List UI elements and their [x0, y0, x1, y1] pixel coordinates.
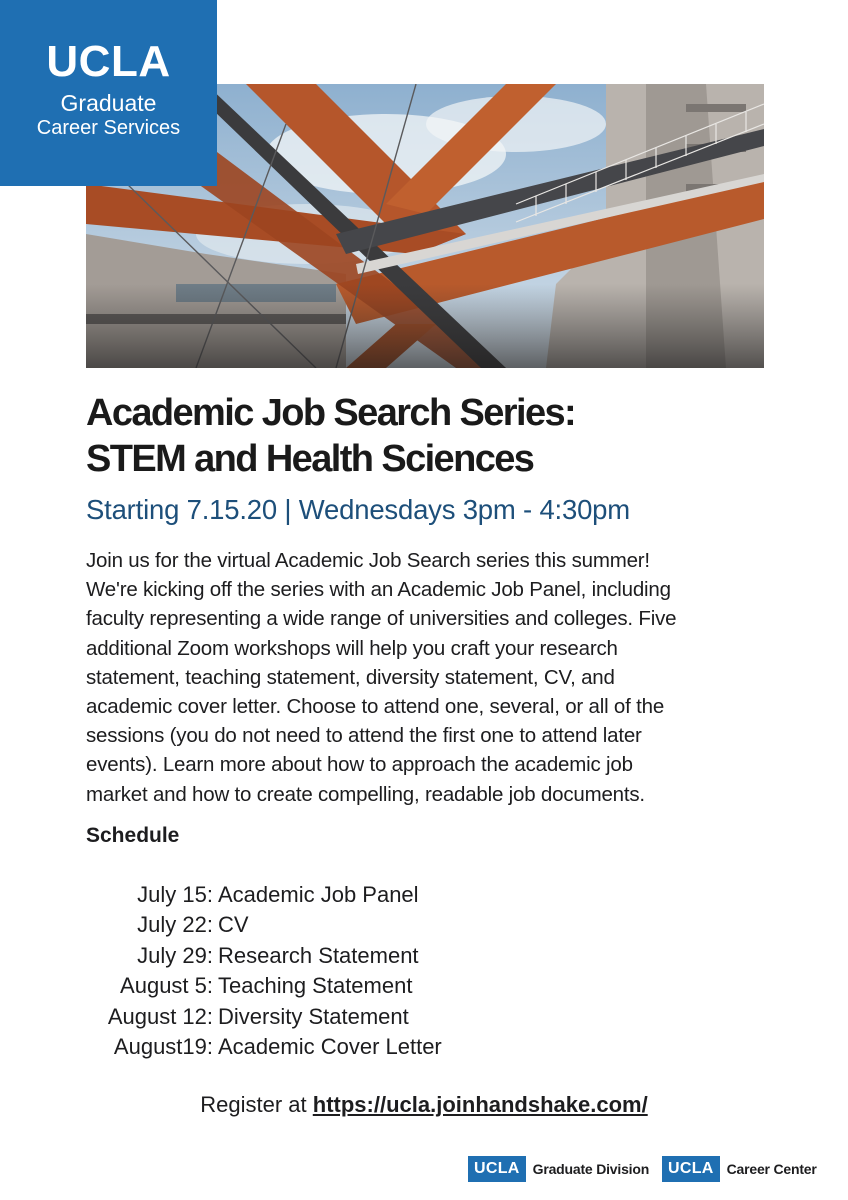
schedule-date: July 29:: [137, 942, 213, 968]
description-line: statement, teaching statement, diversity statement, CV, and: [86, 665, 615, 689]
register-line: [0, 1090, 848, 1120]
schedule-heading: Schedule: [86, 824, 180, 847]
description-line: market and how to create compelling, readable job documents.: [86, 782, 645, 806]
title-line-1: Academic Job Search Series:: [86, 392, 576, 434]
schedule-date: August 12:: [107, 1003, 213, 1029]
schedule-topic: Diversity Statement: [218, 1003, 409, 1029]
register-link[interactable]: https://ucla.joinhandshake.com/: [312, 1092, 648, 1117]
description-paragraph: [86, 546, 786, 809]
unit-name: Career Center: [726, 1161, 817, 1177]
event-dates-subtitle: Starting 7.15.20 | Wednesdays 3pm - 4:30pm: [86, 494, 630, 525]
logo-line-career-services: Career Services: [36, 117, 181, 139]
career-center-logo: [662, 1156, 817, 1182]
logo-wordmark: UCLA: [46, 37, 171, 86]
ucla-badge: UCLA: [662, 1156, 720, 1182]
schedule-topic: Academic Job Panel: [218, 882, 419, 907]
description-line: events). Learn more about how to approach the academic job: [86, 753, 633, 777]
graduate-division-logo: [468, 1156, 649, 1182]
schedule-topic: Research Statement: [218, 942, 419, 968]
title-line-2: STEM and Health Sciences: [86, 438, 534, 480]
page-title: [86, 390, 786, 482]
ucla-career-services-logo: [0, 0, 217, 186]
ucla-badge: UCLA: [468, 1156, 526, 1182]
register-prefix: Register at: [200, 1092, 313, 1117]
unit-name: Graduate Division: [532, 1161, 650, 1177]
schedule-date: July 22:: [137, 912, 213, 938]
schedule-date: July 15:: [137, 882, 213, 907]
schedule-topic: Academic Cover Letter: [218, 1033, 442, 1059]
description-line: additional Zoom workshops will help you craft your research: [86, 636, 618, 660]
schedule-date: August 5:: [120, 973, 213, 999]
description-line: faculty representing a wide range of universities and colleges. Five: [86, 607, 677, 631]
description-line: We're kicking off the series with an Academic Job Panel, including: [86, 578, 671, 602]
schedule-topic: CV: [218, 912, 249, 938]
description-line: Join us for the virtual Academic Job Search series this summer!: [86, 549, 650, 572]
schedule-topic: Teaching Statement: [218, 973, 413, 999]
schedule-date: August19:: [113, 1033, 213, 1059]
logo-line-graduate: Graduate: [60, 90, 157, 116]
description-line: sessions (you do not need to attend the first one to attend later: [86, 724, 642, 748]
description-line: academic cover letter. Choose to attend one, several, or all of the: [86, 695, 665, 719]
